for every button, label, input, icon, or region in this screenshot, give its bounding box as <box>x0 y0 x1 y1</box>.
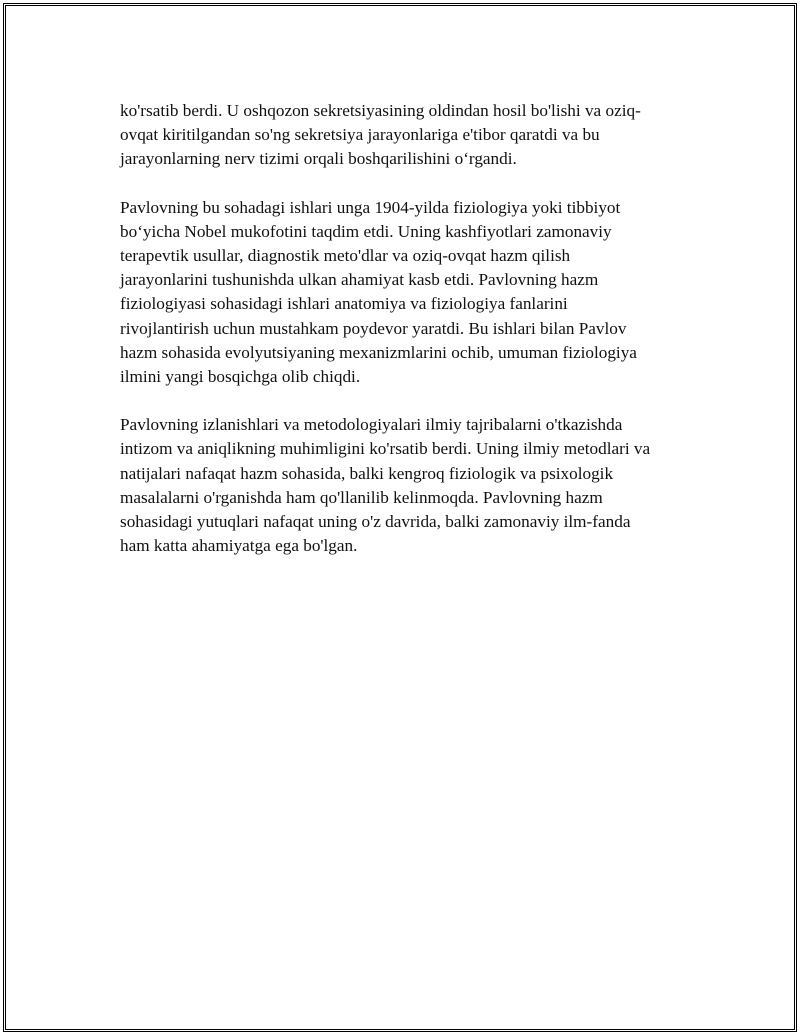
paragraph-1: ko'rsatib berdi. U oshqozon sekretsiyasining oldindan hosil bo'lishi va oziq- ovqat kiritilgandan so'ng sekretsiya jarayonlariga e'tibor qaratdi va bu jarayonlarning nerv tizimi orqali boshqarilishini o‘rgandi. <box>120 101 641 169</box>
paragraph-3: Pavlovning izlanishlari va metodologiyalari ilmiy tajribalarni o'tkazishda intizom va aniqlikning muhimligini ko'rsatib berdi. Uning ilmiy metodlari va natijalari nafaqat hazm sohasida, balki kengroq fiziologik va psixologik masalalarni o'rganishda ham qo'llanilib kelinmoqda. Pavlovning hazm sohasidagi yutuqlari nafaqat uning o'z davrida, balki zamonaviy ilm-fanda ham katta ahamiyatga ega bo'lgan. <box>120 415 651 556</box>
page-frame <box>3 3 797 1032</box>
paragraph-2: Pavlovning bu sohadagi ishlari unga 1904-yilda fiziologiya yoki tibbiyot bo‘yicha Nobel mukofotini taqdim etdi. Uning kashfiyotlari zamonaviy terapevtik usullar, diagnostik meto'dlar va oziq-ovqat hazm qilish jarayonlarini tushunishda ulkan ahamiyat kasb etdi. Pavlovning hazm fiziologiyasi sohasidagi ishlari anatomiya va fiziologiya fanlarini rivojlantirish uchun mustahkam poydevor yaratdi. Bu ishlari bilan Pavlov hazm sohasida evolyutsiyaning mexanizmlarini ochib, umuman fiziologiya ilmini yangi bosqichga olib chiqdi. <box>120 197 637 387</box>
page-body <box>120 99 700 582</box>
